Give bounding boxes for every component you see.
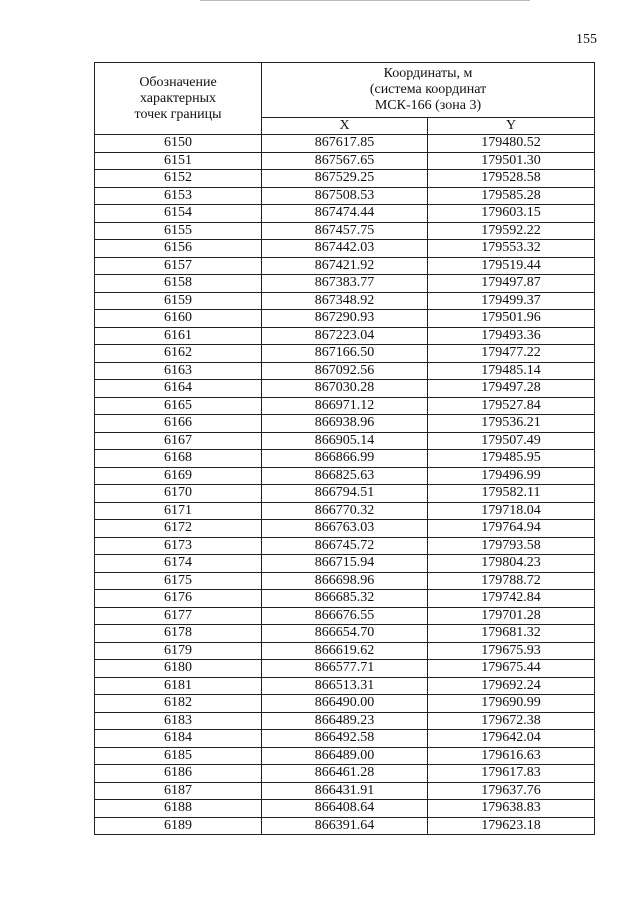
table-row [95, 257, 595, 275]
x-coordinate-cell: 866825.63 [262, 467, 428, 485]
table-row [95, 782, 595, 800]
y-coordinate-cell: 179675.44 [428, 660, 595, 678]
y-coordinate-cell: 179496.99 [428, 467, 595, 485]
table-row [95, 642, 595, 660]
y-coordinate-cell: 179485.95 [428, 450, 595, 468]
y-coordinate-cell: 179507.49 [428, 432, 595, 450]
point-id-cell: 6174 [95, 555, 262, 573]
y-coordinate-cell: 179681.32 [428, 625, 595, 643]
x-coordinate-cell: 866391.64 [262, 817, 428, 835]
point-id-cell: 6183 [95, 712, 262, 730]
table-row [95, 607, 595, 625]
x-coordinate-cell: 867030.28 [262, 380, 428, 398]
x-coordinate-cell: 867442.03 [262, 240, 428, 258]
x-coordinate-cell: 867421.92 [262, 257, 428, 275]
point-id-cell: 6159 [95, 292, 262, 310]
x-coordinate-cell: 866490.00 [262, 695, 428, 713]
table-row [95, 380, 595, 398]
y-coordinate-cell: 179637.76 [428, 782, 595, 800]
x-coordinate-cell: 867474.44 [262, 205, 428, 223]
y-coordinate-cell: 179616.63 [428, 747, 595, 765]
x-coordinate-cell: 866770.32 [262, 502, 428, 520]
point-id-cell: 6175 [95, 572, 262, 590]
point-id-cell: 6180 [95, 660, 262, 678]
point-id-cell: 6173 [95, 537, 262, 555]
point-id-cell: 6181 [95, 677, 262, 695]
x-coordinate-cell: 866745.72 [262, 537, 428, 555]
y-coordinate-cell: 179497.28 [428, 380, 595, 398]
y-coordinate-cell: 179480.52 [428, 135, 595, 153]
table-row [95, 695, 595, 713]
table-row [95, 275, 595, 293]
table-row [95, 660, 595, 678]
x-coordinate-cell: 866676.55 [262, 607, 428, 625]
table-row [95, 590, 595, 608]
point-id-cell: 6161 [95, 327, 262, 345]
x-coordinate-cell: 867166.50 [262, 345, 428, 363]
y-coordinate-cell: 179582.11 [428, 485, 595, 503]
x-coordinate-cell: 867529.25 [262, 170, 428, 188]
table-row [95, 170, 595, 188]
point-id-cell: 6156 [95, 240, 262, 258]
x-coordinate-cell: 866461.28 [262, 765, 428, 783]
y-coordinate-cell: 179672.38 [428, 712, 595, 730]
table-row [95, 432, 595, 450]
x-coordinate-cell: 867290.93 [262, 310, 428, 328]
y-coordinate-cell: 179638.83 [428, 800, 595, 818]
y-coordinate-cell: 179501.30 [428, 152, 595, 170]
table-row [95, 800, 595, 818]
table-row [95, 502, 595, 520]
table-row [95, 450, 595, 468]
x-coordinate-cell: 867457.75 [262, 222, 428, 240]
point-id-cell: 6162 [95, 345, 262, 363]
point-id-cell: 6184 [95, 730, 262, 748]
point-id-cell: 6154 [95, 205, 262, 223]
y-coordinate-cell: 179718.04 [428, 502, 595, 520]
table-row [95, 187, 595, 205]
table-row [95, 415, 595, 433]
point-id-cell: 6172 [95, 520, 262, 538]
table-row [95, 730, 595, 748]
y-coordinate-cell: 179692.24 [428, 677, 595, 695]
y-coordinate-cell: 179642.04 [428, 730, 595, 748]
x-coordinate-cell: 866905.14 [262, 432, 428, 450]
point-id-cell: 6182 [95, 695, 262, 713]
x-coordinate-cell: 866654.70 [262, 625, 428, 643]
table-row [95, 310, 595, 328]
point-id-cell: 6169 [95, 467, 262, 485]
table-row [95, 222, 595, 240]
y-coordinate-cell: 179553.32 [428, 240, 595, 258]
table-row [95, 327, 595, 345]
y-coordinate-cell: 179493.36 [428, 327, 595, 345]
point-id-cell: 6186 [95, 765, 262, 783]
y-column-header: Y [428, 118, 595, 135]
header-line: (система координат [369, 82, 487, 97]
y-coordinate-cell: 179788.72 [428, 572, 595, 590]
table-row [95, 712, 595, 730]
table-row [95, 467, 595, 485]
y-coordinate-cell: 179603.15 [428, 205, 595, 223]
x-coordinate-cell: 866698.96 [262, 572, 428, 590]
table-row [95, 677, 595, 695]
header-line: Обозначение [139, 74, 217, 90]
x-coordinate-cell: 866408.64 [262, 800, 428, 818]
point-id-cell: 6157 [95, 257, 262, 275]
y-coordinate-cell: 179477.22 [428, 345, 595, 363]
point-id-cell: 6163 [95, 362, 262, 380]
point-id-cell: 6160 [95, 310, 262, 328]
x-coordinate-cell: 867617.85 [262, 135, 428, 153]
y-coordinate-cell: 179742.84 [428, 590, 595, 608]
table-row [95, 345, 595, 363]
table-row [95, 292, 595, 310]
x-column-header: X [262, 118, 428, 135]
x-coordinate-cell: 867567.65 [262, 152, 428, 170]
table-row [95, 205, 595, 223]
point-id-cell: 6155 [95, 222, 262, 240]
y-coordinate-cell: 179585.28 [428, 187, 595, 205]
y-coordinate-cell: 179497.87 [428, 275, 595, 293]
point-id-cell: 6179 [95, 642, 262, 660]
point-id-cell: 6152 [95, 170, 262, 188]
point-id-cell: 6176 [95, 590, 262, 608]
point-id-cell: 6153 [95, 187, 262, 205]
table-row [95, 397, 595, 415]
y-coordinate-cell: 179592.22 [428, 222, 595, 240]
point-id-cell: 6171 [95, 502, 262, 520]
point-id-cell: 6185 [95, 747, 262, 765]
point-id-cell: 6189 [95, 817, 262, 835]
table-row [95, 520, 595, 538]
table-row [95, 572, 595, 590]
table-body [95, 135, 595, 835]
y-coordinate-cell: 179804.23 [428, 555, 595, 573]
scan-top-edge [200, 0, 530, 3]
point-id-cell: 6177 [95, 607, 262, 625]
y-coordinate-cell: 179617.83 [428, 765, 595, 783]
x-coordinate-cell: 866715.94 [262, 555, 428, 573]
table-row [95, 152, 595, 170]
table-row [95, 485, 595, 503]
point-id-cell: 6170 [95, 485, 262, 503]
point-id-cell: 6164 [95, 380, 262, 398]
y-coordinate-cell: 179527.84 [428, 397, 595, 415]
header-line: МСК-166 (зона 3) [374, 98, 482, 113]
point-id-cell: 6150 [95, 135, 262, 153]
point-id-cell: 6158 [95, 275, 262, 293]
table-row [95, 537, 595, 555]
y-coordinate-cell: 179675.93 [428, 642, 595, 660]
x-coordinate-cell: 867092.56 [262, 362, 428, 380]
table-row [95, 362, 595, 380]
x-coordinate-cell: 867383.77 [262, 275, 428, 293]
point-id-cell: 6187 [95, 782, 262, 800]
y-coordinate-cell: 179519.44 [428, 257, 595, 275]
point-id-cell: 6151 [95, 152, 262, 170]
x-coordinate-cell: 866513.31 [262, 677, 428, 695]
point-id-cell: 6178 [95, 625, 262, 643]
coordinates-table [94, 62, 595, 835]
point-id-cell: 6188 [95, 800, 262, 818]
point-id-cell: 6165 [95, 397, 262, 415]
x-coordinate-cell: 866794.51 [262, 485, 428, 503]
x-coordinate-cell: 866489.23 [262, 712, 428, 730]
x-coordinate-cell: 866866.99 [262, 450, 428, 468]
y-coordinate-cell: 179701.28 [428, 607, 595, 625]
coordinates-header [262, 63, 595, 118]
y-coordinate-cell: 179536.21 [428, 415, 595, 433]
y-coordinate-cell: 179528.58 [428, 170, 595, 188]
x-coordinate-cell: 867223.04 [262, 327, 428, 345]
x-coordinate-cell: 867348.92 [262, 292, 428, 310]
point-id-cell: 6166 [95, 415, 262, 433]
table-row [95, 135, 595, 153]
x-coordinate-cell: 866971.12 [262, 397, 428, 415]
y-coordinate-cell: 179764.94 [428, 520, 595, 538]
y-coordinate-cell: 179485.14 [428, 362, 595, 380]
x-coordinate-cell: 866489.00 [262, 747, 428, 765]
table-row [95, 240, 595, 258]
y-coordinate-cell: 179690.99 [428, 695, 595, 713]
y-coordinate-cell: 179499.37 [428, 292, 595, 310]
x-coordinate-cell: 866763.03 [262, 520, 428, 538]
table-row [95, 625, 595, 643]
point-id-cell: 6168 [95, 450, 262, 468]
point-id-cell: 6167 [95, 432, 262, 450]
table-row [95, 765, 595, 783]
page-number: 155 [576, 32, 597, 47]
table-row [95, 817, 595, 835]
x-coordinate-cell: 866492.58 [262, 730, 428, 748]
x-coordinate-cell: 866431.91 [262, 782, 428, 800]
header-line: точек границы [134, 106, 222, 122]
y-coordinate-cell: 179793.58 [428, 537, 595, 555]
x-coordinate-cell: 866577.71 [262, 660, 428, 678]
x-coordinate-cell: 866938.96 [262, 415, 428, 433]
header-line: характерных [139, 90, 217, 106]
point-designation-header [95, 63, 262, 135]
x-coordinate-cell: 867508.53 [262, 187, 428, 205]
table-row [95, 747, 595, 765]
table-row [95, 555, 595, 573]
header-line: Координаты, м [383, 66, 473, 81]
x-coordinate-cell: 866619.62 [262, 642, 428, 660]
x-coordinate-cell: 866685.32 [262, 590, 428, 608]
y-coordinate-cell: 179623.18 [428, 817, 595, 835]
y-coordinate-cell: 179501.96 [428, 310, 595, 328]
